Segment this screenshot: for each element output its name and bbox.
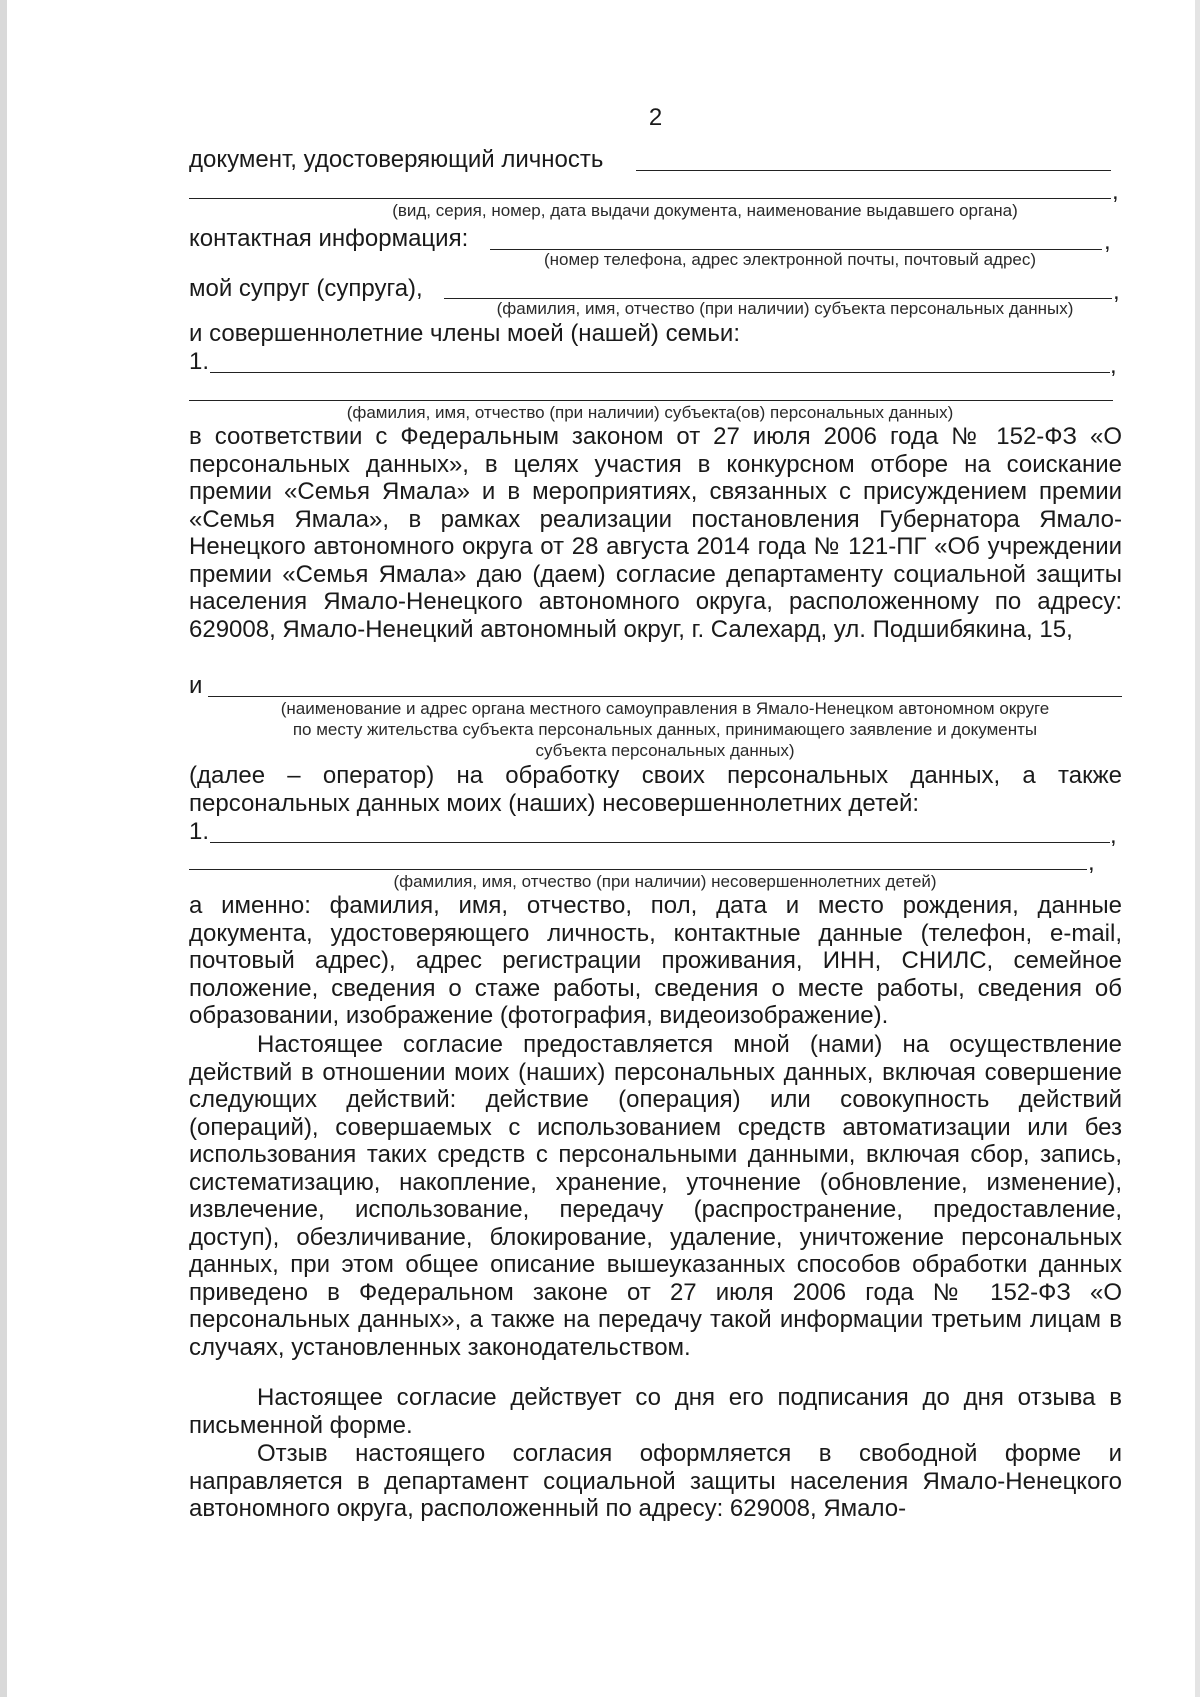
scan-right-edge: [1195, 0, 1200, 1697]
contact-caption: (номер телефона, адрес электронной почты, почтовый адрес): [543, 250, 1037, 269]
operator-paragraph: (далее – оператор) на обработку своих персональных данных, а также персональных данных моих (наших) несовершеннолетних детей:: [189, 762, 1122, 817]
municipal-caption-1: (наименование и адрес органа местного самоуправления в Ямало-Ненецком автономном округе: [280, 699, 1050, 718]
actions-paragraph: Настоящее согласие предоставляется мной (нами) на осуществление действий в отношении моих (наших) персональных данных, включая совершение следующих действий: действие (операция) или совокупность действий (операций), совершаемых с использованием средств автоматизации или без использования таких средств с персональными данными, включая сбор, запись, систематизацию, накопление, хранение, уточнение (обновление, изменение), извлечение, использование, передачу (распространение, предоставление, доступ), обезличивание, блокирование, удаление, уничтожение персональных данных, при этом общее описание вышеуказанных способов обработки данных приведено в Федеральном законе от 27 июля 2006 года № 152-ФЗ «О персональных данных», а также на передачу такой информации третьим лицам в случаях, установленных законодательством.: [189, 1031, 1122, 1361]
spouse-label: мой супруг (супруга),: [189, 275, 423, 302]
municipal-caption-3: субъекта персональных данных): [535, 741, 795, 760]
and-label: и: [189, 672, 203, 699]
municipal-line[interactable]: [208, 696, 1122, 697]
family-label: и совершеннолетние члены моей (нашей) семьи:: [189, 320, 741, 347]
identity-doc-line-1[interactable]: [636, 170, 1111, 171]
consent-basis-paragraph: в соответствии с Федеральным законом от 27 июля 2006 года № 152-ФЗ «О персональных данных», в целях участия в конкурсном отборе на соискание премии «Семья Ямала» и в мероприятиях, связанных с присуждением премии «Семья Ямала», в рамках реализации постановления Губернатора Ямало-Ненецкого автономного округа от 28 августа 2014 года № 121-ПГ «Об учреждении премии «Семья Ямала» даю (даем) согласие департаменту социальной защиты населения Ямало-Ненецкого автономного округа, расположенному по адресу: 629008, Ямало-Ненецкий автономный округ, г. Салехард, ул. Подшибякина, 15,: [189, 423, 1122, 643]
page-number: 2: [648, 104, 663, 131]
spouse-caption: (фамилия, имя, отчество (при наличии) субъекта персональных данных): [496, 299, 1074, 318]
family-item-number: 1.: [189, 348, 210, 375]
comma: ,: [1110, 822, 1117, 849]
family-line-1[interactable]: [210, 372, 1110, 373]
children-item-number: 1.: [189, 818, 210, 845]
comma: ,: [1088, 849, 1095, 876]
revocation-paragraph: Отзыв настоящего согласия оформляется в свободной форме и направляется в департамент социальной защиты населения Ямало-Ненецкого автономного округа, расположенный по адресу: 629008, Ямало-: [189, 1440, 1122, 1522]
identity-doc-caption: (вид, серия, номер, дата выдачи документа, наименование выдавшего органа): [392, 201, 1018, 220]
comma: ,: [1110, 352, 1117, 379]
family-caption: (фамилия, имя, отчество (при наличии) субъекта(ов) персональных данных): [346, 403, 954, 422]
data-list-paragraph: а именно: фамилия, имя, отчество, пол, дата и место рождения, данные документа, удостоверяющего личность, контактные данные (телефон, e-mail, почтовый адрес), адрес регистрации проживания, ИНН, СНИЛС, семейное положение, сведения о стаже работы, сведения о месте работы, сведения об образовании, изображение (фотография, видеоизображение).: [189, 892, 1122, 1029]
municipal-caption-2: по месту жительства субъекта персональных данных, принимающего заявление и документы: [292, 720, 1038, 739]
children-line-1[interactable]: [210, 842, 1110, 843]
identity-doc-label: документ, удостоверяющий личность: [189, 146, 604, 173]
family-line-2[interactable]: [189, 400, 1113, 401]
scan-left-edge: [0, 0, 7, 1697]
children-caption: (фамилия, имя, отчество (при наличии) несовершеннолетних детей): [393, 872, 937, 891]
comma: ,: [1104, 228, 1111, 255]
children-line-2[interactable]: [189, 869, 1087, 870]
comma: ,: [1112, 178, 1119, 205]
identity-doc-line-2[interactable]: [189, 198, 1111, 199]
comma: ,: [1113, 278, 1120, 305]
validity-paragraph: Настоящее согласие действует со дня его подписания до дня отзыва в письменной форме.: [189, 1384, 1122, 1439]
contact-label: контактная информация:: [189, 225, 469, 252]
